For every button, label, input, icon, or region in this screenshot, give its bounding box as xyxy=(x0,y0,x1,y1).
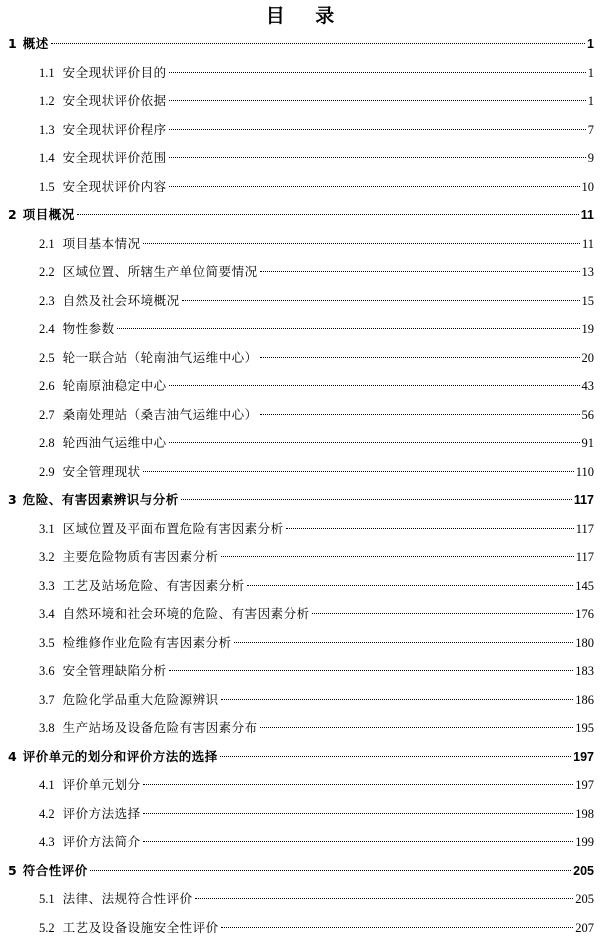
toc-page-number: 195 xyxy=(575,721,594,735)
toc-page-number: 117 xyxy=(575,550,594,564)
toc-chapter-entry[interactable] xyxy=(8,490,594,510)
toc-page-number: 1 xyxy=(587,94,594,108)
toc-page-number: 43 xyxy=(581,379,594,393)
toc-entry-number: 1.4 xyxy=(39,151,55,165)
toc-entry-number: 5.2 xyxy=(39,920,55,935)
toc-entry-label: 危险化学品重大危险源辨识 xyxy=(62,691,219,707)
toc-entry-label: 安全现状评价依据 xyxy=(62,93,167,108)
toc-dot-leader xyxy=(169,100,586,101)
toc-dot-leader xyxy=(234,642,574,643)
toc-entry-label: 安全管理缺陷分析 xyxy=(62,663,167,678)
toc-entry-number: 1 xyxy=(8,36,17,51)
toc-dot-leader xyxy=(77,214,579,215)
toc-dot-leader xyxy=(169,670,574,671)
toc-entry-number: 2.1 xyxy=(39,236,55,251)
toc-entry-number: 2.6 xyxy=(39,379,55,393)
toc-page-number: 19 xyxy=(581,322,594,336)
toc-entry-label: 安全现状评价目的 xyxy=(62,64,167,80)
toc-page-number: 7 xyxy=(587,122,594,137)
toc-entry-label: 安全现状评价程序 xyxy=(62,121,167,137)
toc-entry-number: 3.1 xyxy=(39,521,55,536)
toc-section-entry[interactable] xyxy=(39,633,594,653)
toc-dot-leader xyxy=(221,556,574,557)
toc-chapter-entry[interactable] xyxy=(8,861,594,881)
toc-section-entry[interactable] xyxy=(39,547,594,567)
toc-page-number: 197 xyxy=(575,778,594,792)
toc-entry-number: 2.2 xyxy=(39,265,55,279)
toc-chapter-entry[interactable] xyxy=(8,747,594,767)
toc-entry-label: 自然及社会环境概况 xyxy=(62,292,180,308)
toc-entry-number: 3.3 xyxy=(39,578,55,593)
toc-page-number: 56 xyxy=(581,407,594,422)
toc-dot-leader xyxy=(182,300,580,301)
toc-page-number: 20 xyxy=(581,350,594,365)
toc-dot-leader xyxy=(143,784,574,785)
toc-entry-number: 1.2 xyxy=(39,94,55,108)
toc-section-entry[interactable] xyxy=(39,889,594,909)
toc-entry-number: 2 xyxy=(8,207,17,222)
toc-entry-number: 4.2 xyxy=(39,806,55,821)
toc-section-entry[interactable] xyxy=(39,604,594,624)
toc-page-number: 13 xyxy=(581,265,594,279)
toc-page-number: 197 xyxy=(573,749,594,764)
toc-entry-label: 轮西油气运维中心 xyxy=(62,435,167,450)
toc-entry-number: 2.5 xyxy=(39,350,55,365)
toc-page-number: 145 xyxy=(575,578,594,593)
toc-section-entry[interactable] xyxy=(39,148,594,168)
toc-page-number: 117 xyxy=(573,493,594,507)
toc-entry-number: 3.4 xyxy=(39,607,55,621)
toc-section-entry[interactable] xyxy=(39,918,594,938)
toc-section-entry[interactable] xyxy=(39,576,594,596)
toc-entry-label: 评价单元划分 xyxy=(62,777,141,792)
toc-page-number: 176 xyxy=(575,607,594,621)
toc-dot-leader xyxy=(195,898,574,899)
toc-entry-label: 符合性评价 xyxy=(22,862,88,878)
toc-dot-leader xyxy=(247,585,574,586)
toc-section-entry[interactable] xyxy=(39,262,594,282)
toc-entry-label: 法律、法规符合性评价 xyxy=(62,891,193,906)
toc-dot-leader xyxy=(143,471,574,472)
toc-entry-label: 检维修作业危险有害因素分析 xyxy=(62,634,232,650)
toc-entry-number: 1.1 xyxy=(39,65,55,80)
toc-page-number: 91 xyxy=(581,436,594,450)
toc-dot-leader xyxy=(221,927,574,928)
toc-entry-label: 评价方法选择 xyxy=(62,805,141,821)
toc-dot-leader xyxy=(260,414,580,415)
toc-dot-leader xyxy=(169,385,580,386)
toc-entry-label: 评价单元的划分和评价方法的选择 xyxy=(22,748,218,764)
toc-page-number: 117 xyxy=(575,521,594,536)
page-title: 目 录 xyxy=(265,5,347,27)
toc-page-number: 1 xyxy=(587,65,594,80)
toc-entry-number: 3.8 xyxy=(39,721,55,735)
toc-entry-label: 安全管理现状 xyxy=(62,463,141,479)
toc-section-entry[interactable] xyxy=(39,348,594,368)
toc-dot-leader xyxy=(312,613,574,614)
toc-entry-number: 1.3 xyxy=(39,122,55,137)
toc-entry-label: 自然环境和社会环境的危险、有害因素分析 xyxy=(62,606,310,621)
toc-page-number: 15 xyxy=(581,293,594,308)
toc-dot-leader xyxy=(143,813,574,814)
toc-entry-label: 物性参数 xyxy=(62,321,115,336)
toc-section-entry[interactable] xyxy=(39,519,594,539)
toc-page-number: 205 xyxy=(575,892,594,906)
toc-section-entry[interactable] xyxy=(39,433,594,453)
toc-dot-leader xyxy=(90,870,571,871)
toc-entry-label: 区域位置、所辖生产单位简要情况 xyxy=(62,264,258,279)
toc-dot-leader xyxy=(143,841,574,842)
toc-entry-number: 5 xyxy=(8,862,17,878)
toc-section-entry[interactable] xyxy=(39,177,594,197)
toc-entry-number: 4.1 xyxy=(39,778,55,792)
toc-section-entry[interactable] xyxy=(39,91,594,111)
toc-entry-label: 评价方法简介 xyxy=(62,834,141,849)
toc-entry-label: 安全现状评价内容 xyxy=(62,178,167,194)
toc-entry-number: 3.2 xyxy=(39,550,55,564)
toc-section-entry[interactable] xyxy=(39,291,594,311)
toc-page-number: 11 xyxy=(580,208,594,222)
toc-dot-leader xyxy=(220,756,571,757)
toc-chapter-entry[interactable] xyxy=(8,205,594,225)
toc-dot-leader xyxy=(143,243,580,244)
toc-dot-leader xyxy=(260,727,574,728)
toc-section-entry[interactable] xyxy=(39,120,594,140)
toc-entry-label: 项目概况 xyxy=(22,207,75,222)
toc-entry-label: 安全现状评价范围 xyxy=(62,150,167,165)
toc-entry-label: 桑南处理站（桑吉油气运维中心） xyxy=(62,406,258,422)
toc-entry-number: 3.7 xyxy=(39,692,55,707)
toc-entry-number: 3.6 xyxy=(39,664,55,678)
toc-page-number: 10 xyxy=(581,179,594,194)
toc-page-number: 186 xyxy=(575,692,594,707)
toc-dot-leader xyxy=(169,129,586,130)
toc-entry-number: 3 xyxy=(8,492,17,507)
toc-entry-number: 4 xyxy=(8,748,17,764)
toc-section-entry[interactable] xyxy=(39,405,594,425)
toc-entry-number: 4.3 xyxy=(39,835,55,849)
toc-section-entry[interactable] xyxy=(39,234,594,254)
toc-section-entry[interactable] xyxy=(39,462,594,482)
toc-entry-number: 5.1 xyxy=(39,892,55,906)
toc-entry-number: 2.9 xyxy=(39,464,55,479)
toc-entry-number: 2.7 xyxy=(39,407,55,422)
toc-dot-leader xyxy=(181,499,572,500)
toc-section-entry[interactable] xyxy=(39,661,594,681)
toc-dot-leader xyxy=(51,43,585,44)
toc-entry-number: 2.4 xyxy=(39,322,55,336)
toc-entry-number: 2.3 xyxy=(39,293,55,308)
toc-page-number: 198 xyxy=(575,806,594,821)
toc-dot-leader xyxy=(169,157,586,158)
toc-section-entry[interactable] xyxy=(39,690,594,710)
toc-entry-number: 1.5 xyxy=(39,179,55,194)
toc-entry-label: 项目基本情况 xyxy=(62,235,141,251)
toc-section-entry[interactable] xyxy=(39,718,594,738)
toc-dot-leader xyxy=(260,271,580,272)
toc-dot-leader xyxy=(169,72,586,73)
toc-section-entry[interactable] xyxy=(39,775,594,795)
toc-entry-label: 轮一联合站（轮南油气运维中心） xyxy=(62,349,258,365)
toc-dot-leader xyxy=(221,699,574,700)
toc-section-entry[interactable] xyxy=(39,319,594,339)
toc-entry-label: 工艺及设备设施安全性评价 xyxy=(62,919,219,935)
toc-page-number: 11 xyxy=(581,236,594,251)
toc-entry-number: 3.5 xyxy=(39,635,55,650)
toc-dot-leader xyxy=(169,442,580,443)
toc-dot-leader xyxy=(169,186,580,187)
toc-chapter-entry[interactable] xyxy=(8,34,594,54)
toc-section-entry[interactable] xyxy=(39,63,594,83)
toc-page-number: 199 xyxy=(575,835,594,849)
toc-page-number: 207 xyxy=(575,920,594,935)
toc-entry-label: 危险、有害因素辨识与分析 xyxy=(22,492,179,507)
toc-page-number: 1 xyxy=(587,37,594,51)
toc-page-number: 110 xyxy=(575,464,594,479)
toc-entry-label: 概述 xyxy=(22,36,49,51)
toc-entry-label: 工艺及站场危险、有害因素分析 xyxy=(62,577,245,593)
toc-page-number: 9 xyxy=(587,151,594,165)
toc-page-number: 205 xyxy=(573,863,594,878)
toc-entry-number: 2.8 xyxy=(39,436,55,450)
toc-entry-label: 区域位置及平面布置危险有害因素分析 xyxy=(62,520,284,536)
toc-section-entry[interactable] xyxy=(39,832,594,852)
toc-dot-leader xyxy=(260,357,580,358)
toc-entry-label: 生产站场及设备危险有害因素分布 xyxy=(62,720,258,735)
toc-dot-leader xyxy=(117,328,580,329)
toc-entry-label: 主要危险物质有害因素分析 xyxy=(62,549,219,564)
toc-section-entry[interactable] xyxy=(39,376,594,396)
toc-section-entry[interactable] xyxy=(39,804,594,824)
toc-page-number: 180 xyxy=(575,635,594,650)
toc-entry-label: 轮南原油稳定中心 xyxy=(62,378,167,393)
toc-dot-leader xyxy=(286,528,574,529)
toc-page-number: 183 xyxy=(575,664,594,678)
